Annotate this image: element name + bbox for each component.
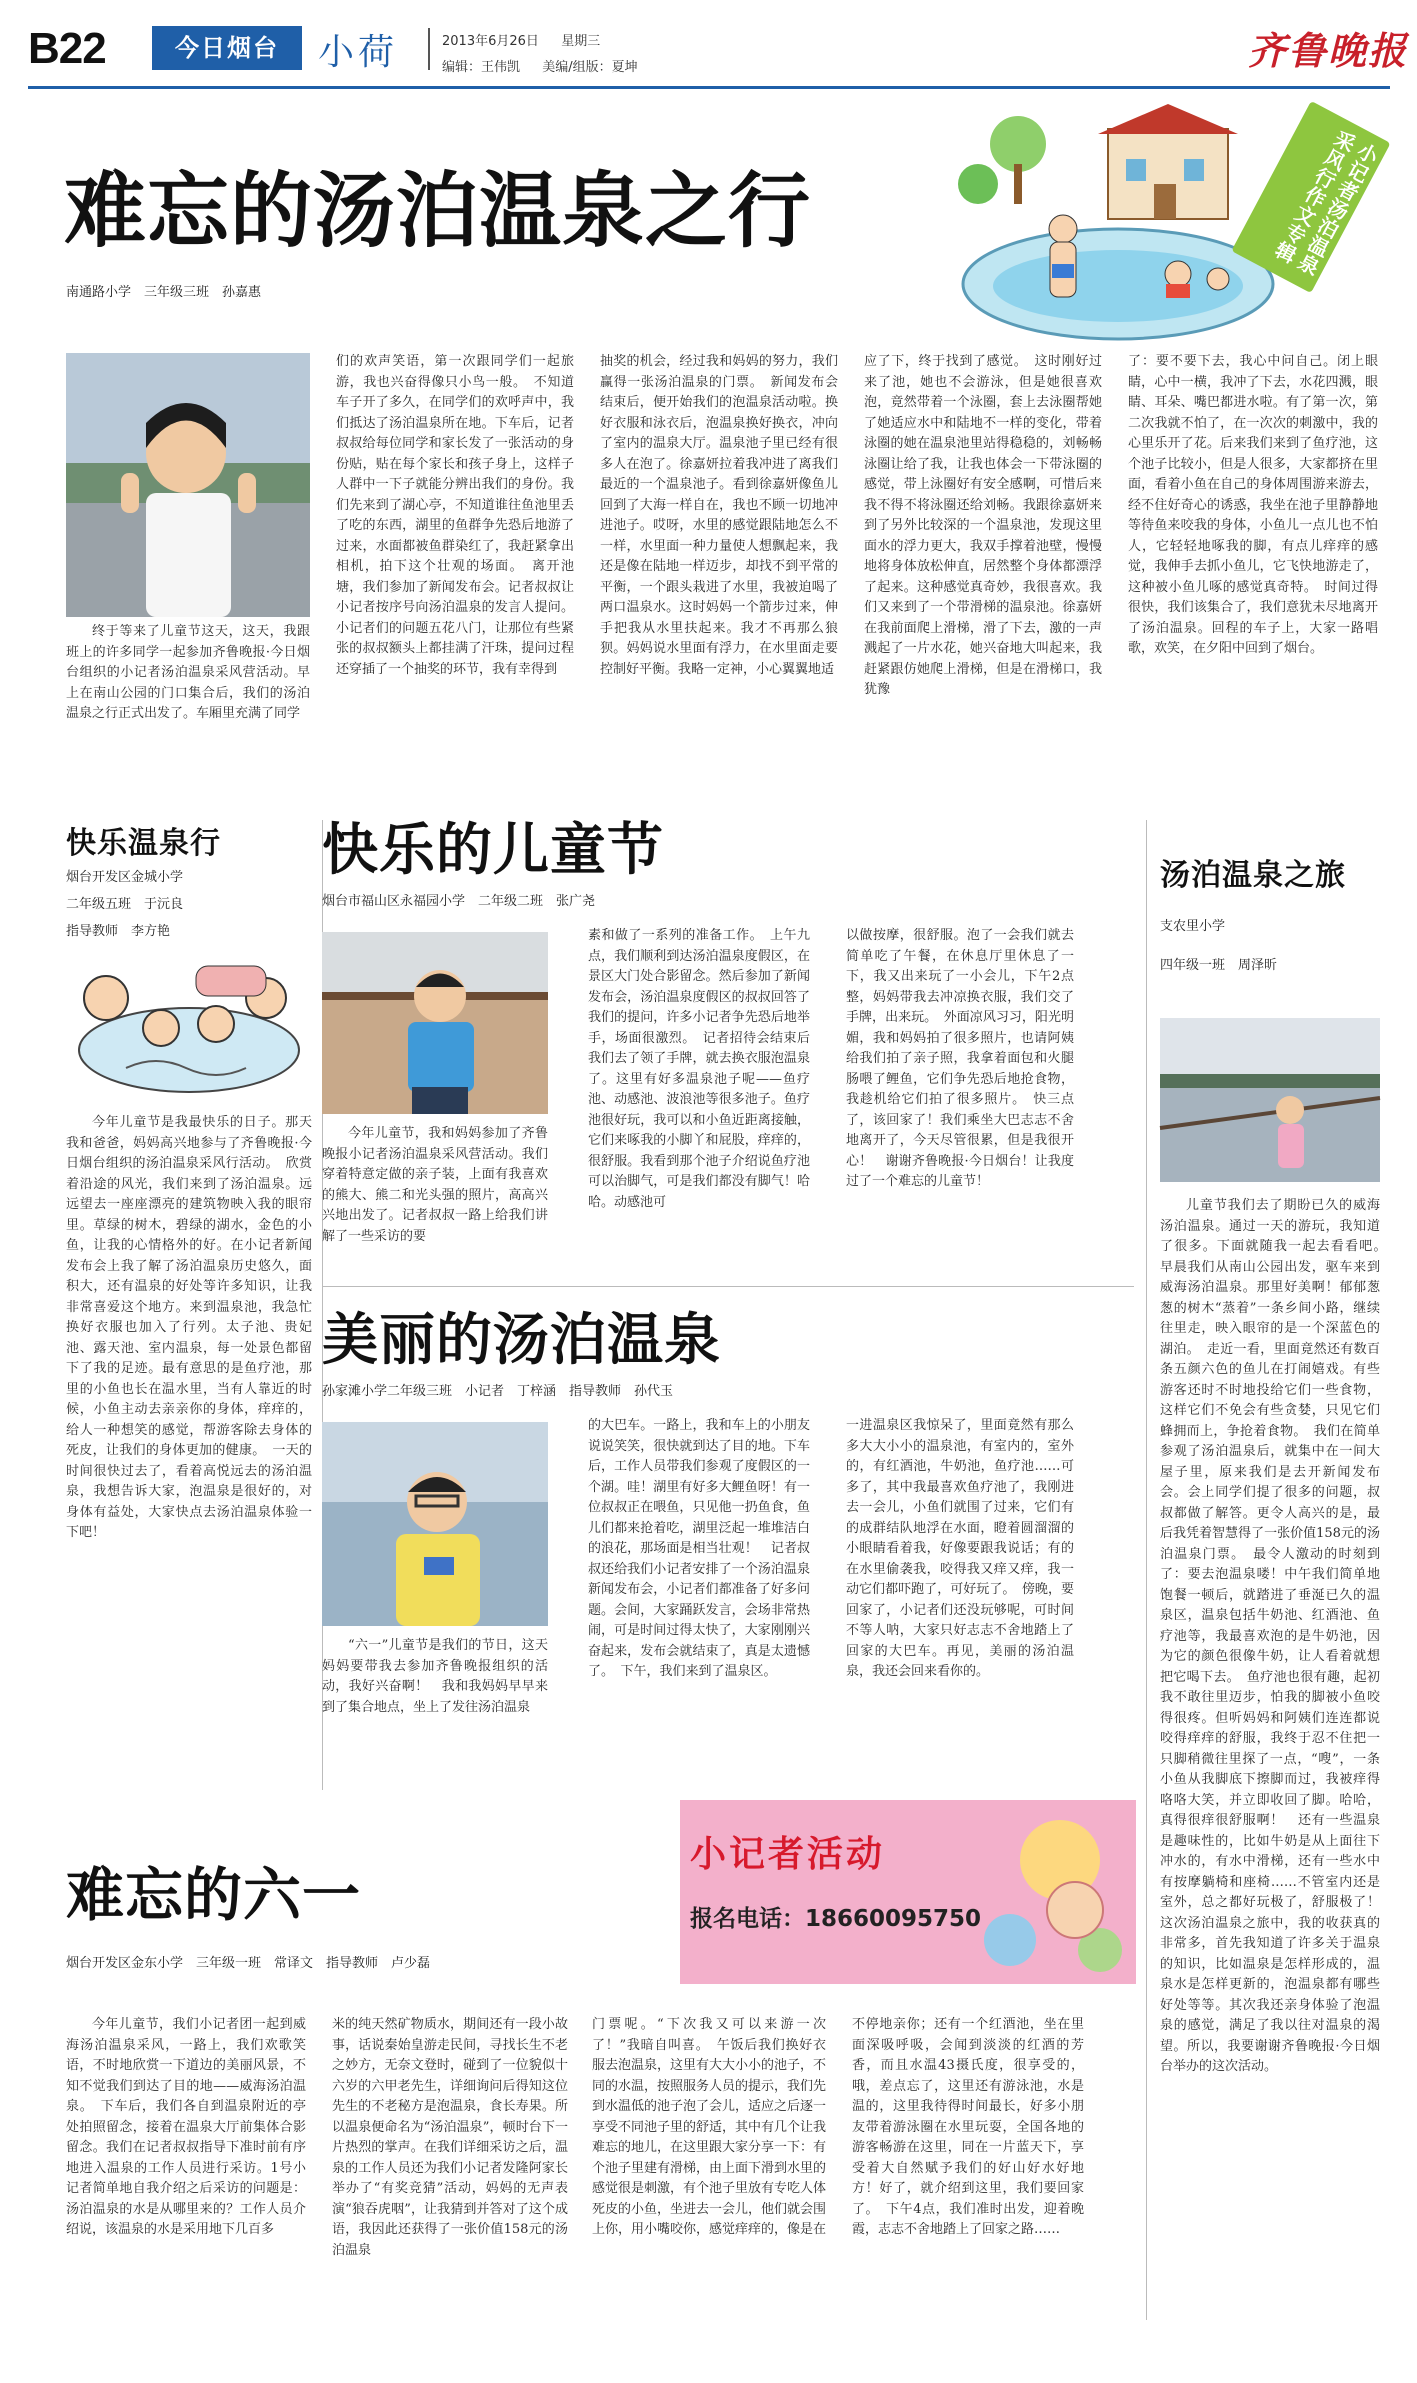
page-number: B22 bbox=[28, 24, 106, 73]
article3-text-col2: 素和做了一系列的准备工作。 上午九点，我们顺利到达汤泊温泉度假区，在景区大门处合影留念。然后参加了新闻发布会，汤泊温泉度假区的叔叔回答了我们的提问，许多小记者争先恐后地举手，场面很激烈。 记者招待会结束后我们去了领了手牌，就去换衣服泡温泉了。这里有好多温泉池子呢——鱼疗池、动感池、波浪池等很多池子。鱼疗池很好玩，我可以和小鱼近距离接触，它们来啄我的小脚丫和屁股，痒痒的，很舒服。我看到那个池子介绍说鱼疗池可以治脚气，可是我们都没有脚气！哈哈。动感池可 bbox=[588, 928, 810, 1210]
article1-text-col2: 们的欢声笑语，第一次跟同学们一起旅游，我也兴奋得像只小鸟一般。 不知道车子开了多久，在同学们的欢呼声中，我们抵达了汤泊温泉所在地。下车后，记者叔叔给每位同学和家长发了一张活动的身份贴，贴在每个家长和孩子身上，这样子人群中一下子就能分辨出我们的身份。我们先来到了湖心亭，不知道谁往鱼池里丢了吃的东西，湖里的鱼群争先恐后地游了过来，水面都被鱼群染红了，我赶紧拿出相机，拍下这个壮观的场面。 离开池塘，我们参加了新闻发布会。记者叔叔让小记者按序号向汤泊温泉的发言人提问。小记者们的问题五花八门，让那位有些紧张的叔叔额头上都挂满了汗珠，提问过程还穿插了一个抽奖的环节，我有幸得到 bbox=[336, 354, 574, 677]
header-divider bbox=[428, 28, 430, 70]
article6-text-col1: 今年儿童节，我们小记者团一起到威海汤泊温泉采风，一路上，我们欢歌笑语，不时地欣赏一下道边的美丽风景，不知不觉我们到达了目的地——威海汤泊温泉。 下车后，我们各自到温泉附近的亭处拍照留念，接着在温泉大厅前集体合影留念。我们在记者叔叔指导下准时前有序地进入温泉的工作人员进行采访。1号小记者简单地自我介绍之后采访的问题是：汤泊温泉的水是从哪里来的？工作人员介绍说，该温泉的水是采用地下几百多 bbox=[66, 2017, 306, 2237]
article1-photo bbox=[66, 353, 310, 617]
article4-text-col1: “六一”儿童节是我们的节日，这天妈妈要带我去参加齐鲁晚报组织的活动，我好兴奋啊！ 我和我妈妈早早来到了集合地点，坐上了发往汤泊温泉 bbox=[322, 1638, 548, 1715]
section-tab: 今日烟台 bbox=[152, 26, 302, 70]
reporter-activity-ad[interactable] bbox=[680, 1800, 1136, 1984]
column-divider-right bbox=[1146, 820, 1147, 2320]
article3-photo bbox=[322, 932, 548, 1114]
hot-spring-cartoon bbox=[948, 104, 1278, 354]
article2-text: 今年儿童节是我最快乐的日子。那天我和爸爸，妈妈高兴地参与了齐鲁晚报·今日烟台组织的汤泊温泉采风行活动。 欣赏着沿途的风光，我们来到了汤泊温泉。远远望去一座座漂亮的建筑物映入我的眼帘里。草绿的树木，碧绿的湖水，金色的小鱼，让我的心情格外的好。在小记者新闻发布会上我了解了汤泊温泉历史悠久，面积大，还有温泉的好处等许多知识，让我非常喜爱这个地方。来到温泉池，我急忙换好衣服也加入了行列。太子池、贵妃池、露天池、室内温泉，每一处景色都留下了我的足迹。最有意思的是鱼疗池，那里的小鱼也长在温水里，当有人靠近的时候，小鱼主动去亲亲你的身体，痒痒的，给人一种想笑的感觉，帮游客除去身体的死皮，让我们的身体更加的健康。 一天的时间很快过去了，看着高悦远去的汤泊温泉，我想告诉大家，泡温泉是很好的，对身体有益处，大家快点去汤泊温泉体验一下吧！ bbox=[66, 1115, 312, 1540]
article1-text-col4: 应了下，终于找到了感觉。 这时刚好过来了池，她也不会游泳，但是她很喜欢泡，竟然带着一个泳圈，套上去泳圈帮她了她适应水中和陆地不一样的变化，带着泳圈的她在温泉池里站得稳稳的，刘畅畅泳圈让给了我，让我也体会一下带泳圈的感觉，带上泳圈好有安全感啊，可惜后来我不得不将泳圈还给刘畅。我跟徐嘉妍来到了另外比较深的一个温泉池，发现这里面水的浮力更大，我双手撑着池壁，慢慢地将身体放松伸直，居然整个身体都漂浮了起来。这种感觉真奇妙，我很喜欢。我们又来到了一个带滑梯的温泉池。徐嘉妍在我前面爬上滑梯，滑了下去，激的一声溅起了一片水花，她兴奋地大叫起来，我赶紧跟仿她爬上滑梯，但是在滑梯口，我犹豫 bbox=[864, 354, 1102, 697]
article4-byline: 孙家滩小学二年级三班 小记者 丁梓涵 指导教师 孙代玉 bbox=[322, 1384, 674, 1399]
article3-bottom-rule bbox=[322, 1286, 1134, 1287]
article5-text: 儿童节我们去了期盼已久的威海汤泊温泉。通过一天的游玩，我知道了很多。下面就随我一起去看看吧。 早晨我们从南山公园出发，驱车来到威海汤泊温泉。那里好美啊！郁郁葱葱的树木“蒸着”一条乡间小路，继续往里走，映入眼帘的是一个深蓝色的湖泊。 走近一看，里面竟然还有数百条五颜六色的鱼儿在打闹嬉戏。有些游客还时不时地投给它们一些食物，这样它们不免会有些贪婪，只见它们蜂拥而上，争抢着食物。 我们在简单参观了汤泊温泉后，就集中在一间大屋子里，原来我们是去开新闻发布会。会上同学们提了很多的问题，叔叔都做了解答。更令人高兴的是，最后我凭着智慧得了一张价值158元的汤泊温泉门票。 最令人激动的时刻到了：要去泡温泉喽！中午我们简单地饱餐一顿后，就踏进了垂涎已久的温泉区，温泉包括牛奶池、红酒池、鱼疗池等，我最喜欢泡的是牛奶池，因为它的颜色很像牛奶，让人看着就想把它喝下去。 鱼疗池也很有趣，起初我不敢往里迈步，怕我的脚被小鱼咬得很疼。但听妈妈和阿姨们连连都说咬得痒痒的舒服，我终于忍不住把一只脚稍微往里探了一点，“嗖”，一条小鱼从我脚底下擦脚而过，我被痒得咯咯大笑，并立即收回了脚。哈哈，真得很痒很舒服啊！ 还有一些温泉是趣味性的，比如牛奶是从上面往下冲水的，有水中滑梯，还有一些水中有按摩躺椅和座椅……不管室内还是室外，总之都好玩极了，舒服极了！ 这次汤泊温泉之旅中，我的收获真的非常多，首先我知道了许多关于温泉的知识，比如温泉是怎样形成的，温泉水是怎样更新的，泡温泉都有哪些好处等等。其次我还亲身体验了泡温泉的感觉，满足了我以往对温泉的渴望。所以，我要谢谢齐鲁晚报·今日烟台举办的这次活动。 bbox=[1160, 1198, 1394, 2074]
article5-byline-school: 支农里小学 bbox=[1160, 919, 1226, 934]
article2-byline-school: 烟台开发区金城小学 bbox=[66, 870, 184, 885]
column-name: 小荷 bbox=[318, 32, 399, 73]
article4-title: 美丽的汤泊温泉 bbox=[322, 1308, 721, 1373]
article3-text-col1: 今年儿童节，我和妈妈参加了齐鲁晚报小记者汤泊温泉采风营活动。我们穿着特意定做的亲子装，上面有我喜欢的熊大、熊二和光头强的照片，高高兴兴地出发了。记者叔叔一路上给我们讲解了一些采访的要 bbox=[322, 1126, 548, 1244]
article1-byline: 南通路小学 三年级三班 孙嘉惠 bbox=[66, 285, 262, 300]
article1-title: 难忘的汤泊温泉之行 bbox=[64, 164, 812, 259]
article3-title: 快乐的儿童节 bbox=[322, 818, 664, 883]
bath-cartoon bbox=[66, 958, 312, 1100]
article6-text-col2: 米的纯天然矿物质水，期间还有一段小故事，话说秦始皇游走民间，寻找长生不老之妙方，无奈文登时，碰到了一位貌似十六岁的六甲老先生，详细询问后得知这位先生的不老秘方是泡温泉，食长寿果。所以温泉便命名为“汤泊温泉”，顿时台下一片热烈的掌声。在我们详细采访之后，温泉的工作人员还为我们小记者发隆阿家长举办了“有奖竞猜”活动，妈妈的无声表演“狼吞虎咽”，让我猜到并答对了这个成语，我因此还获得了一张价值158元的汤泊温泉 bbox=[332, 2017, 568, 2258]
article6-byline: 烟台开发区金东小学 三年级一班 常译文 指导教师 卢少磊 bbox=[66, 1956, 431, 1971]
editor-credit: 编辑：王伟凯 bbox=[442, 60, 521, 75]
article6-title: 难忘的六一 bbox=[66, 1861, 362, 1929]
weekday-text: 星期三 bbox=[561, 34, 601, 49]
ad-title: 小记者活动 bbox=[690, 1834, 886, 1875]
ad-phone[interactable]: 报名电话：18660095750 bbox=[690, 1906, 982, 1932]
article5-photo bbox=[1160, 1018, 1380, 1182]
article5-byline-class: 四年级一班 周泽昕 bbox=[1160, 958, 1278, 973]
article4-text-col2: 的大巴车。一路上，我和车上的小朋友说说笑笑，很快就到达了目的地。下车后，工作人员带我们参观了度假区的一个湖。哇！湖里有好多大鲤鱼呀！有一位叔叔正在喂鱼，只见他一扔鱼食，鱼儿们都来抢着吃，湖里泛起一堆堆洁白的浪花，那场面是相当壮观！ 记者叔叔还给我们小记者安排了一个汤泊温泉新闻发布会，小记者们都准备了好多问题。会间，大家踊跃发言，会场非常热闹，可是时间过得太快了，大家刚刚兴奋起来，发布会就结束了，真是太遗憾了。 下午，我们来到了温泉区。 bbox=[588, 1418, 810, 1679]
header-rule bbox=[28, 86, 1390, 89]
page-header bbox=[0, 0, 1417, 95]
article2-byline-teacher: 指导教师 李方艳 bbox=[66, 924, 171, 939]
article4-text-col3: 一进温泉区我惊呆了，里面竟然有那么多大大小小的温泉池，有室内的，室外的，有红酒池，牛奶池，鱼疗池……可多了，其中我最喜欢鱼疗池了，我刚进去一会儿，小鱼们就围了过来，它们有的成群结队地浮在水面，瞪着圆溜溜的小眼睛看着我，好像要跟我说话；有的在水里偷袭我，咬得我又痒又痒，我一动它们都吓跑了，可好玩了。 傍晚，要回家了，小记者们还没玩够呢，可时间不等人呐，大家只好志志不舍地踏上了回家的大巴车。再见，美丽的汤泊温泉，我还会回来看你的。 bbox=[846, 1418, 1074, 1679]
article1-text-col3: 抽奖的机会，经过我和妈妈的努力，我们赢得一张汤泊温泉的门票。 新闻发布会结束后，便开始我们的泡温泉活动啦。换好衣服和泳衣后，泡温泉换好换衣，冲向了室内的温泉大厅。温泉池子里已经有很多人在泡了。徐嘉妍拉着我冲进了离我们最近的一个温泉池子。看到徐嘉妍像鱼儿回到了大海一样自在，我也不顾一切地冲进池子。哎呀，水里的感觉跟陆地怎么不一样，水里面一种力量使人想飘起来，我还是像在陆地一样迈步，却找不到平常的平衡，一个跟头栽进了水里，我被迫喝了两口温泉水。这时妈妈一个箭步过来，伸手把我从水里扶起来。我才不再那么狼狈。妈妈说水里面有浮力，在水里面走要控制好平衡。我略一定神，小心翼翼地适 bbox=[600, 354, 838, 677]
article2-byline-class: 二年级五班 于沅良 bbox=[66, 897, 184, 912]
issue-date bbox=[442, 30, 600, 49]
article6-text-col4: 不停地亲你；还有一个红酒池，坐在里面深吸呼吸，会闻到淡淡的红酒的芳香，而且水温43摄氏度，很享受的，哦，差点忘了，这里还有游泳池，水是温的，这里我待得时间最长，好多小朋友带着游泳圈在水里玩耍，全国各地的游客畅游在这里，同在一片蓝天下，享受着大自然赋予我们的好山好水好地方！好了，就介绍到这里，我们要回家了。 下午4点，我们准时出发，迎着晚霞，志志不舍地踏上了回家之路…… bbox=[852, 2017, 1084, 2237]
masthead-logo: 齐鲁晚报 bbox=[1248, 28, 1409, 73]
column-banner-text: 小记者汤泊温泉采风行作文专辑 bbox=[1268, 125, 1383, 279]
article5-title: 汤泊温泉之旅 bbox=[1160, 858, 1346, 893]
designer-credit: 美编/组版：夏坤 bbox=[542, 60, 638, 75]
article1-text-col1: 终于等来了儿童节这天，这天，我跟班上的许多同学一起参加齐鲁晚报·今日烟台组织的小记者汤泊温泉采风营活动。早上在南山公园的门口集合后，我们的汤泊温泉之行正式出发了。车厢里充满了同学 bbox=[66, 624, 310, 721]
article3-text-col3: 以做按摩，很舒服。泡了一会我们就去简单吃了午餐，在休息厅里休息了一下，我又出来玩了一小会儿，下午2点整，妈妈带我去冲凉换衣服，我们交了手牌，出来玩。 外面凉风习习，阳光明媚，我和妈妈拍了很多照片，也请阿姨给我们拍了亲子照，我拿着面包和火腿肠喂了鲤鱼，它们争先恐后地抢食物，我趁机给它们拍了很多照片。 快三点了，该回家了！我们乘坐大巴志志不舍地离开了，今天尽管很累，但是我很开心！ 谢谢齐鲁晚报·今日烟台！让我度过了一个难忘的儿童节！ bbox=[846, 928, 1074, 1189]
article6-text-col3: 门票呢。“下次我又可以来游一次了！”我暗自叫喜。 午饭后我们换好衣服去泡温泉，这里有大大小小的池子，不同的水温，按照服务人员的提示，我们先到水温低的池子泡了会儿，适应之后逐一享受不同池子里的舒适，其中有几个让我难忘的地儿，在这里跟大家分享一下：有个池子里建有滑梯，由上面下滑到水里的感觉很是刺激，有个池子里放有专吃人体死皮的小鱼，坐进去一会儿，他们就会围上你，用小嘴咬你，感觉痒痒的，像是在 bbox=[592, 2017, 827, 2237]
article3-byline: 烟台市福山区永福园小学 二年级二班 张广尧 bbox=[322, 894, 596, 909]
credits bbox=[442, 56, 638, 75]
article4-photo bbox=[322, 1422, 548, 1626]
article1-text-col5: 了：要不要下去，我心中问自己。闭上眼睛，心中一横，我冲了下去，水花四溅，眼睛、耳朵、嘴巴都进水啦。有了第一次，第二次我就不怕了，在一次次的刺激中，我的心里乐开了花。后来我们来到了鱼疗池，这个池子比较小，但是人很多，大家都挤在里面，看着小鱼在自己的身体周围游来游去，经不住好奇心的诱惑，我坐在池子里静静地等待鱼来咬我的身体，小鱼儿一点儿也不怕人，它轻轻地啄我的脚，有点儿痒痒的感觉，我伸手去抓小鱼儿，它飞快地游走了，这种被小鱼儿啄的感觉真奇特。 时间过得很快，我们该集合了，我们意犹未尽地离开了汤泊温泉。回程的车子上，大家一路唱歌，欢笑，在夕阳中回到了烟台。 bbox=[1128, 354, 1378, 656]
article2-title: 快乐温泉行 bbox=[66, 826, 221, 861]
date-text: 2013年6月26日 bbox=[442, 34, 539, 49]
